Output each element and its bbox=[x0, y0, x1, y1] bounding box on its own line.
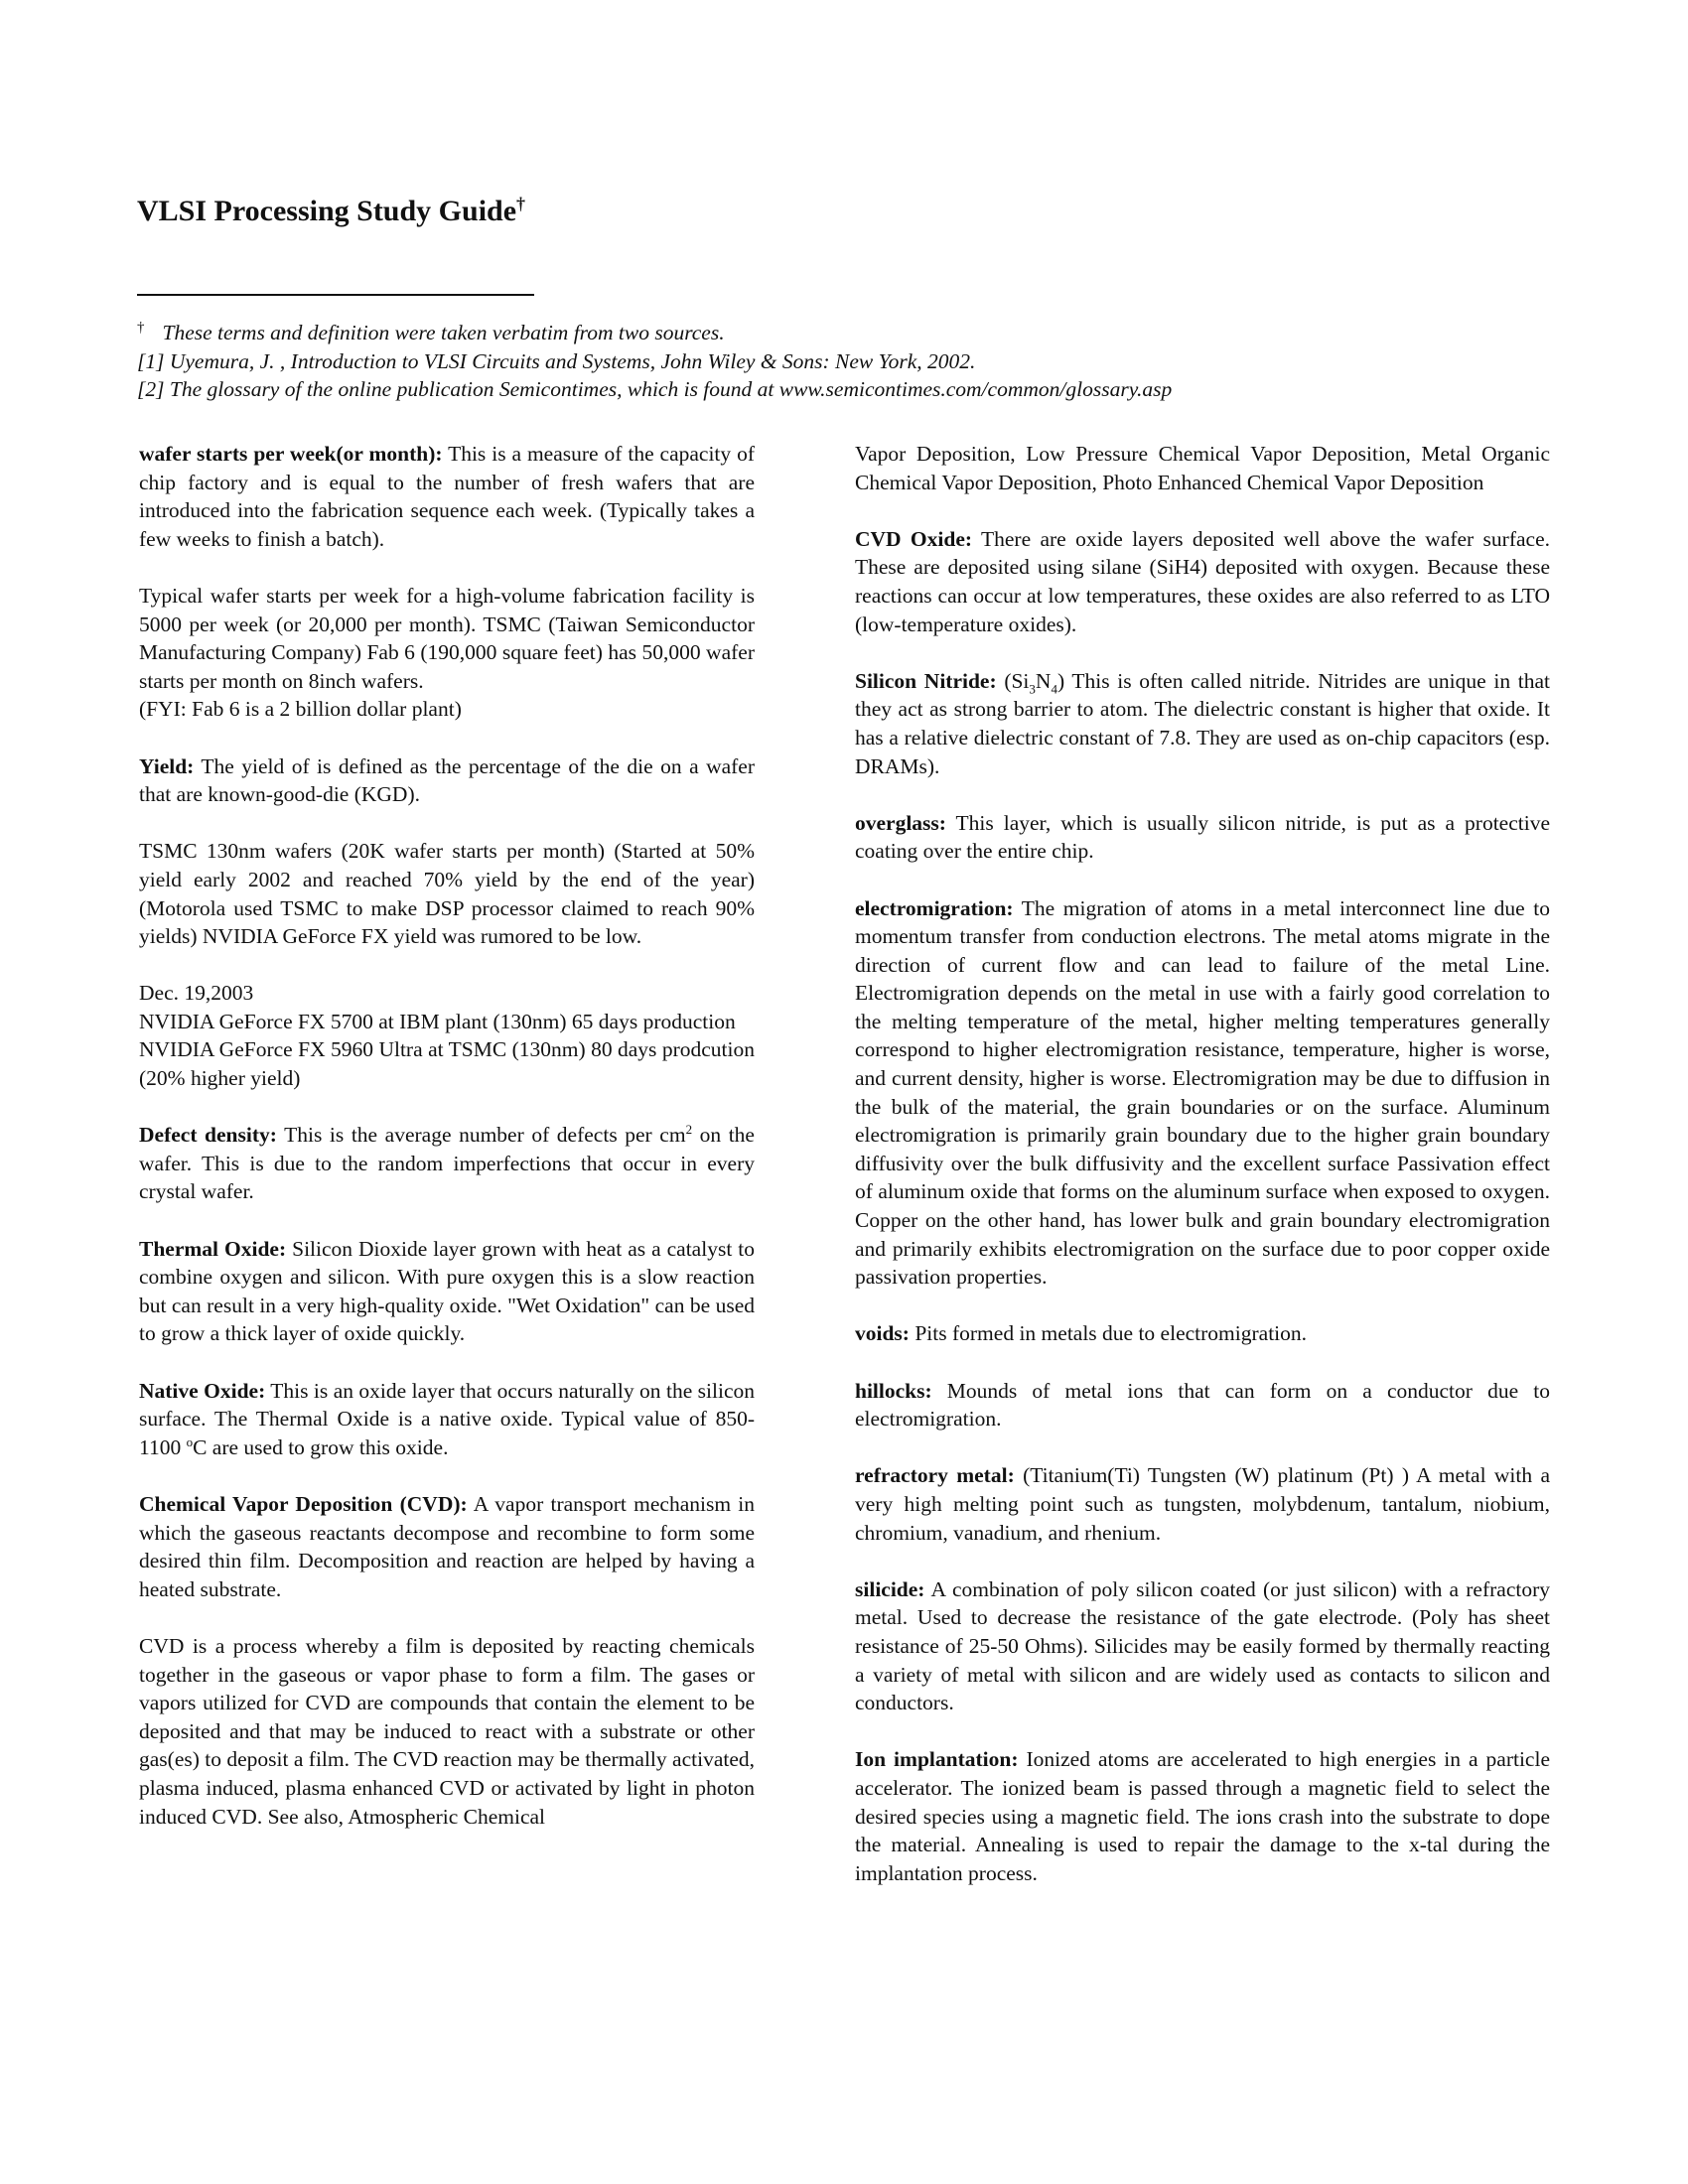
term: wafer starts per week(or month): bbox=[139, 442, 443, 466]
footnote-reference-1: [1] Uyemura, J. , Introduction to VLSI Circuits and Systems, John Wiley & Sons: New York, 2002. bbox=[137, 348, 976, 373]
formula-part: (Si bbox=[996, 668, 1030, 693]
footnote-block bbox=[137, 314, 1527, 404]
paragraph-fyi: (FYI: Fab 6 is a 2 billion dollar plant) bbox=[139, 697, 462, 722]
term: Thermal Oxide: bbox=[139, 1236, 287, 1261]
paragraph-nvidia-ibm: NVIDIA GeForce FX 5700 at IBM plant (130nm) 65 days production bbox=[139, 1009, 736, 1033]
entry-silicide bbox=[855, 1575, 1550, 1717]
entry-hillocks bbox=[855, 1377, 1550, 1433]
footnote-divider bbox=[137, 294, 534, 296]
paragraph-nvidia-tsmc: NVIDIA GeForce FX 5960 Ultra at TSMC (130nm) 80 days prodcution (20% higher yield) bbox=[139, 1037, 755, 1091]
definition: Pits formed in metals due to electromigration. bbox=[909, 1321, 1308, 1346]
term: Yield: bbox=[139, 753, 195, 778]
formula-part: N bbox=[1035, 668, 1052, 693]
entry-refractory-metal bbox=[855, 1461, 1550, 1547]
entry-electromigration bbox=[855, 894, 1550, 1292]
term: electromigration: bbox=[855, 895, 1014, 920]
entry-cvd bbox=[139, 1490, 755, 1603]
term: Native Oxide: bbox=[139, 1378, 266, 1403]
left-column bbox=[139, 440, 755, 1831]
entry-ion-implantation bbox=[855, 1745, 1550, 1887]
entry-cvd-oxide bbox=[855, 525, 1550, 638]
title-text: VLSI Processing Study Guide bbox=[137, 195, 517, 227]
definition: ) This is often called nitride. Nitrides are unique in that they act as strong barrier to atom. The dielectric constant is higher that oxide. It has a relative dielectric constant of 7.8. They are used as on-chip capacitors (esp. DRAMs). bbox=[855, 668, 1550, 778]
entry-thermal-oxide bbox=[139, 1235, 755, 1348]
entry-yield bbox=[139, 752, 755, 809]
subscript: 4 bbox=[1051, 681, 1057, 697]
paragraph-date: Dec. 19,2003 bbox=[139, 981, 254, 1006]
definition: This is an oxide layer that occurs naturally on the silicon surface. The Thermal Oxide is a native oxide. Typical value of 850-1100 bbox=[139, 1378, 755, 1459]
entry-voids bbox=[855, 1319, 1550, 1348]
superscript: 2 bbox=[685, 1122, 693, 1138]
entry-native-oxide bbox=[139, 1377, 755, 1462]
paragraph-tsmc-yield: TSMC 130nm wafers (20K wafer starts per month) (Started at 50% yield early 2002 and reached 70% yield by the end of the year) (Motorola used TSMC to make DSP processor claimed to reach 90% yields) NVIDIA GeForce FX yield was rumored to be low. bbox=[139, 839, 755, 949]
footnote-reference-2: [2] The glossary of the online publication Semicontimes, which is found at www.semicontimes.com/common/glossary.asp bbox=[137, 377, 1173, 402]
term: Silicon Nitride: bbox=[855, 668, 997, 693]
term: refractory metal: bbox=[855, 1463, 1015, 1488]
definition: A combination of poly silicon coated (or just silicon) with a refractory metal. Used to decrease the resistance of the gate electrode. (Poly has sheet resistance of 25-50 Ohms). Silicides may be easily formed by thermally reacting a variety of metal with silicon and are widely used as contacts to silicon and conductors. bbox=[855, 1576, 1550, 1715]
footnote-line bbox=[137, 314, 1527, 347]
definition: This is the average number of defects per cm bbox=[276, 1123, 686, 1148]
definition: The migration of atoms in a metal interconnect line due to momentum transfer from conduction electrons. The metal atoms migrate in the direction of current flow and can lead to failure of the metal Line. Electromigration depends on the metal in use with a fairly good correlation to the melting temperature of the metal, higher melting temperatures generally correspond to higher electromigration resistance, temperature, higher is worse, and current density, higher is worse. Electromigration may be due to diffusion in the bulk of the material, the grain boundaries or on the surface. Aluminum electromigration is primarily grain boundary due to the higher grain boundary diffusivity over the bulk diffusivity and the excellent surface Passivation effect of aluminum oxide that forms on the aluminum surface when exposed to oxygen. Copper on the other hand, has lower bulk and grain boundary electromigration and primarily exhibits electromigration on the surface due to poor copper oxide passivation properties. bbox=[855, 895, 1550, 1290]
definition: A vapor transport mechanism in which the gaseous reactants decompose and recombine to form some desired thin film. Decomposition and reaction are helped by having a heated substrate. bbox=[139, 1491, 756, 1601]
page-title bbox=[137, 195, 525, 228]
term: Chemical Vapor Deposition (CVD): bbox=[139, 1491, 468, 1516]
term: CVD Oxide: bbox=[855, 526, 973, 551]
term: overglass: bbox=[855, 810, 946, 835]
definition: This is a measure of the capacity of chip factory and is equal to the number of fresh wafers that are introduced into the fabrication sequence each week. (Typically takes a few weeks to finish a batch). bbox=[139, 442, 755, 551]
title-dagger: † bbox=[516, 194, 526, 213]
footnote-dagger: † bbox=[137, 320, 145, 336]
definition: Ionized atoms are accelerated to high energies in a particle accelerator. The ionized beam is passed through a magnetic field to select the desired species using a magnetic field. The ions crash into the substrate to dope the material. Annealing is used to repair the damage to the x-tal during the implantation process. bbox=[855, 1747, 1550, 1885]
definition: The yield of is defined as the percentage of the die on a wafer that are known-good-die (KGD). bbox=[139, 753, 755, 807]
definition: There are oxide layers deposited well above the wafer surface. These are deposited using silane (SiH4) deposited with oxygen. Because these reactions can occur at low temperatures, these oxides are also referred to as LTO (low-temperature oxides). bbox=[855, 526, 1551, 636]
paragraph-cvd-continued: Vapor Deposition, Low Pressure Chemical Vapor Deposition, Metal Organic Chemical Vapor Deposition, Photo Enhanced Chemical Vapor Deposition bbox=[855, 442, 1550, 494]
definition: Mounds of metal ions that can form on a conductor due to electromigration. bbox=[855, 1378, 1550, 1432]
paragraph-typical-wafer: Typical wafer starts per week for a high-volume fabrication facility is 5000 per week (or 20,000 per month). TSMC (Taiwan Semiconductor Manufacturing Company) Fab 6 (190,000 square feet) has 50,000 wafer starts per month on 8inch wafers. bbox=[139, 583, 755, 693]
term: Defect density: bbox=[139, 1123, 277, 1148]
entry-defect-density bbox=[139, 1121, 755, 1206]
entry-wafer-starts bbox=[139, 440, 755, 553]
definition: This layer, which is usually silicon nitride, is put as a protective coating over the entire chip. bbox=[855, 810, 1550, 864]
paragraph-cvd-process: CVD is a process whereby a film is deposited by reacting chemicals together in the gaseous or vapor phase to form a film. The gases or vapors utilized for CVD are compounds that contain the element to be deposited and that may be induced to react with a substrate or other gas(es) to deposit a film. The CVD reaction may be thermally activated, plasma induced, plasma enhanced CVD or activated by light in photon induced CVD. See also, Atmospheric Chemical bbox=[139, 1633, 755, 1829]
definition-continued: C are used to grow this oxide. bbox=[193, 1434, 449, 1459]
definition: Silicon Dioxide layer grown with heat as a catalyst to combine oxygen and silicon. With pure oxygen this is a slow reaction but can result in a very high-quality oxide. "Wet Oxidation" can be used to grow a thick layer of oxide quickly. bbox=[139, 1236, 756, 1346]
entry-overglass bbox=[855, 809, 1550, 866]
degree-superscript: o bbox=[186, 1433, 194, 1449]
right-column bbox=[855, 440, 1550, 1887]
term: Ion implantation: bbox=[855, 1747, 1019, 1772]
term: voids: bbox=[855, 1321, 910, 1346]
subscript: 3 bbox=[1029, 681, 1036, 697]
term: hillocks: bbox=[855, 1378, 932, 1403]
footnote-text: These terms and definition were taken verbatim from two sources. bbox=[162, 321, 725, 345]
definition-continued: on the wafer. This is due to the random imperfections that occur in every crystal wafer. bbox=[139, 1123, 755, 1204]
definition: (Titanium(Ti) Tungsten (W) platinum (Pt) ) A metal with a very high melting point such as tungsten, molybdenum, tantalum, niobium, chromium, vanadium, and rhenium. bbox=[855, 1463, 1550, 1545]
entry-silicon-nitride bbox=[855, 667, 1550, 780]
term: silicide: bbox=[855, 1576, 925, 1601]
